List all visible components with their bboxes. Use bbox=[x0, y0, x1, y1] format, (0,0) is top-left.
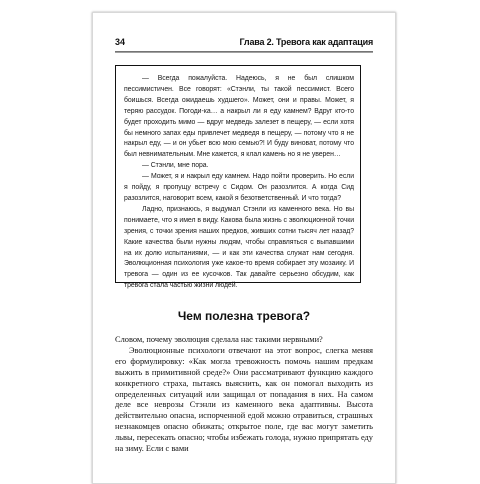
section-heading: Чем полезна тревога? bbox=[177, 309, 311, 323]
body-paragraph: Эволюционные психологи отвечают на этот вопрос, слегка меняя его формулировку: «Как могла тревожность помочь нашим предкам выжить в примитивной среде?» Они рассматривают функцию каждого конкретного страха, пытаясь выяснить, как он помогал выходить из определенных ситуаций или защищал от попадания в них. На самом деле все неврозы Стэнли из каменного века адаптивны. Высота действительно опасна, испорченной едой можно отравиться, страшных незнакомцев опасно обижать; открытое поле, где вас могут заметить львы, пересекать опасно; чтобы избежать голода, нужно припрятать еду на зиму. Если с вами bbox=[115, 345, 373, 454]
body-text bbox=[115, 335, 373, 455]
book-page bbox=[92, 12, 396, 484]
body-paragraph: Словом, почему эволюция сделала нас такими нервными? bbox=[115, 335, 323, 344]
box-paragraph: — Стэнли, мне пора. bbox=[142, 162, 209, 170]
box-paragraph: — Может, я и накрыл еду камнем. Надо пойти проверить. Но если я пойду, я пропущу встречу с Сидом. Он разозлится. А когда Сид разозлится, наговорит всем, какой я безответственный. И что тогда? bbox=[124, 173, 354, 202]
chapter-title: Глава 2. Тревога как адаптация bbox=[239, 36, 373, 48]
dialogue-sidebar-box bbox=[115, 65, 361, 290]
box-paragraph: Ладно, признаюсь, я выдумал Стэнли из каменного века. Но вы понимаете, что я имел в виду. Какова была жизнь с эволюционной точки зрения, с точки зрения наших предков, живших сотни тысяч лет назад? Какие качества были нужны людям, чтобы справляться с выпавшими на их долю испытаниями, — и как эти качества служат нам сегодня. Эволюционная психология уже какое-то время собирает эту мозаику. И тревога — один из ее кусочков. Так давайте серьезно обсудим, как тревога стала частью жизни людей. bbox=[124, 205, 354, 290]
page-number: 34 bbox=[115, 36, 126, 48]
box-paragraph: — Всегда пожалуйста. Надеюсь, я не был слишком пессимистичен. Все говорят: «Стэнли, ты такой пессимист. Всего боишься. Всегда ожидаешь худшего». Может, они и правы. Может, я теряю рассудок. Погоди-ка… а накрыл ли я еду камнем? Вдруг кто-то будет проходить мимо — вдруг медведь залезет в пещеру, — если хотя бы немного запах еды привлечет медведя в пещеру, — потому что я не накрыл еду, — и он убьет всю мою семью?! И буду виноват, потому что был невнимательным. Мне кажется, я клал камень но я не уверен… bbox=[124, 75, 354, 159]
running-header bbox=[115, 35, 373, 53]
